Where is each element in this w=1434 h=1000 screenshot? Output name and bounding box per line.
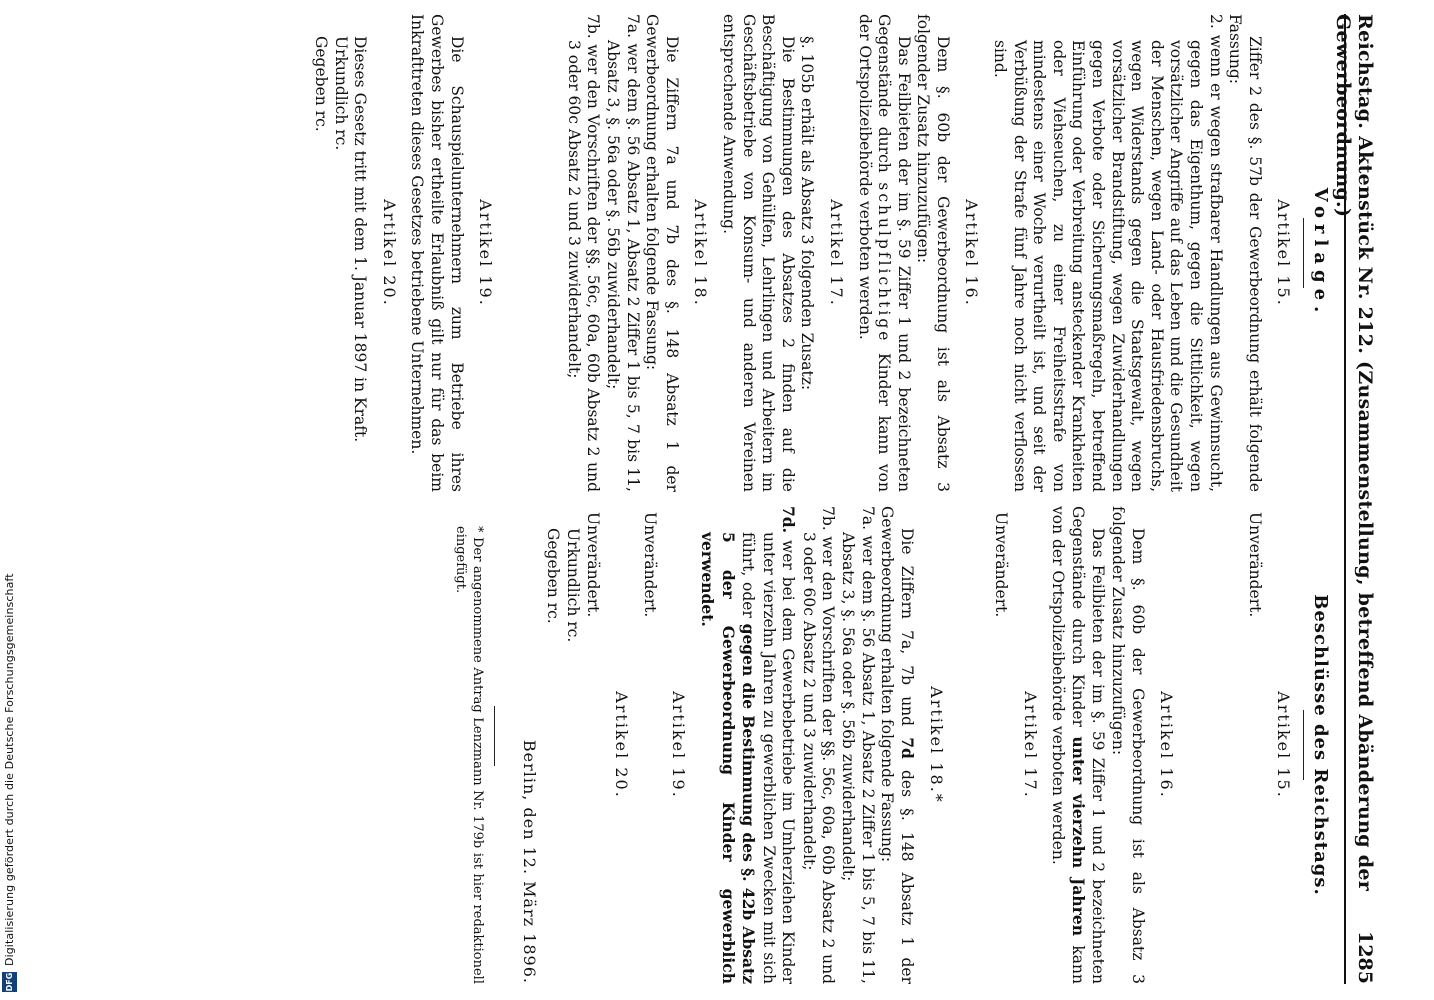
article-20-title: Artikel 20. — [379, 199, 399, 307]
article-18-7d — [696, 506, 798, 984]
article-16-p2 — [854, 14, 913, 492]
article-19-unchanged: Unverändert. — [640, 512, 659, 618]
article-15-text: 2. wenn er wegen strafbarer Handlungen aus Gewinnsucht, gegen das Eigenthum, gegen die Sittlichkeit, wegen vorsätzlicher Angriffe auf das Leben und die Gesundheit der Menschen, wegen Land- oder Hausfriedensbruchs, wegen Widerstands gegen die Staatsgewalt, wegen vorsätzlicher Brandstiftung, wegen Zuwiderhandlungen gegen Verbote oder Sicherungsmaßregeln, betreffend Einführung oder Verbreitung ansteckender Krankheiten oder Viehseuchen, zu einer Freiheitsstrafe von mindestens einer Woche verurtheilt ist, und seit der Verbüßung der Strafe fünf Jahre noch nicht verflossen sind. — [991, 14, 1225, 492]
funding-sidebar — [0, 0, 20, 1000]
article-18-7d-a: wer bei dem Gewerbebetriebe im Umherziehen Kinder unter vierzehn Jahren zu gewerblichen Zwecken mit sich führt, oder — [739, 532, 798, 984]
article-15-title: Artikel 15. — [1274, 691, 1294, 799]
dfg-logo-icon: DFG — [2, 972, 17, 992]
article-16-title: Artikel 16. — [1157, 691, 1177, 799]
divider — [1303, 218, 1304, 288]
column-vorlage — [310, 14, 1330, 492]
article-19-title: Artikel 19. — [476, 199, 496, 307]
article-15-unchanged: Unverändert. — [1245, 512, 1264, 618]
funding-credit: Digitalisierung gefördert durch die Deutsche Forschungsgemeinschaft — [3, 573, 16, 966]
column-heading-beschluesse: Beschlüsse des Reichstags. — [1310, 594, 1331, 896]
article-18-p1a: Die Ziffern 7a, 7b und — [897, 528, 916, 738]
article-20-gegeben: Gegeben rc. — [544, 528, 563, 624]
place-and-date: Berlin, den 12. März 1896. — [519, 739, 539, 984]
article-20-urkundlich: Urkundlich rc. — [331, 36, 350, 151]
footnote: * Der angenommene Antrag Lenzmann Nr. 179b ist hier redaktionell eingefügt. — [453, 526, 486, 984]
article-20-gegeben: Gegeben rc. — [312, 36, 331, 132]
article-18-p1c: des §. 148 Absatz 1 der Gewerbeordnung erhalten folgende Fassung: — [878, 506, 916, 984]
article-17-p1: §. 105b erhält als Absatz 3 folgenden Zusatz: — [798, 36, 817, 391]
divider — [1303, 710, 1304, 780]
article-15-intro: Ziffer 2 des §. 57b der Gewerbeordnung erhält folgende Fassung: — [1226, 14, 1264, 492]
article-18-p1-bold: 7d — [897, 737, 917, 759]
article-20-p1: Dieses Gesetz tritt mit dem 1. Januar 1897 in Kraft. — [351, 36, 370, 443]
article-18-p1: Die Ziffern 7a und 7b des §. 148 Absatz 1 der Gewerbeordnung erhalten folgende Fassung: — [643, 14, 681, 492]
article-16-p2a: Das Feilbieten der im §. 59 Ziffer 1 und 2 bezeichneten Gegenstände durch — [875, 14, 913, 492]
article-19-title: Artikel 19. — [669, 691, 689, 799]
page-number: 1285 — [1354, 931, 1376, 984]
article-20-unchanged: Unverändert. — [583, 512, 602, 618]
article-18-title: Artikel 18. — [691, 199, 711, 307]
article-16-p2a: Das Feilbieten der im §. 59 Ziffer 1 und 2 bezeichneten Gegenstände durch Kinder — [1068, 506, 1108, 984]
footnote-rule — [494, 706, 495, 766]
column-beschluesse — [452, 506, 1330, 984]
article-18-7d-num: 7d. — [779, 506, 799, 534]
article-18-p1 — [877, 506, 917, 984]
article-18-7a: 7a. wer dem §. 56 Absatz 1, Absatz 2 Ziffer 1 bis 5, 7 bis 11, Absatz 3, §. 56a oder §. 56b zuwiderhandelt; — [839, 506, 877, 984]
column-heading-vorlage: Vorlage. — [1310, 187, 1331, 319]
article-16-p2c: Kinder kann von der Ortspolizeibehörde verboten werden. — [855, 14, 894, 492]
article-17-unchanged: Unverändert. — [992, 512, 1011, 618]
article-16-p1: Dem §. 60b der Gewerbeordnung ist als Absatz 3 folgender Zusatz hinzuzufügen: — [1109, 506, 1147, 984]
article-20-title: Artikel 20. — [612, 691, 632, 799]
article-16-p2c: kann von der Ortspolizeibehörde verboten werden. — [1049, 506, 1087, 985]
article-16-title: Artikel 16. — [962, 199, 982, 307]
article-18-title: Artikel 18.* — [927, 686, 947, 804]
running-header — [1332, 14, 1382, 984]
article-19-p1: Die Schauspielunternehmern zum Betriebe ihres Gewerbes bisher ertheilte Erlaubniß gilt nur für das beim Inkrafttreten dieses Gesetzes betriebene Unternehmen. — [408, 14, 466, 492]
article-17-p2: Die Bestimmungen des Absatzes 2 finden auf die Beschäftigung von Gehülfen, Lehrlingen und Arbeitern im Geschäftsbetriebe von Konsum- und anderen Vereinen entsprechende Anwendung. — [719, 14, 797, 492]
article-16-spaced: schulpflichtige — [875, 182, 894, 344]
article-15-title: Artikel 15. — [1274, 199, 1294, 307]
article-16-p1: Dem §. 60b der Gewerbeordnung ist als Absatz 3 folgender Zusatz hinzuzufügen: — [914, 14, 952, 492]
article-18-7d-bold: gegen die Bestimmung des §. 42b Absatz 5 der Gewerbeordnung Kinder gewerblich verwendet. — [697, 532, 759, 984]
article-18-7b: 7b. wer den Vorschriften der §§. 56c, 60a, 60b Absatz 2 und 3 oder 60c Absatz 2 und 3 zuwiderhandelt; — [564, 14, 603, 492]
article-16-bold: unter vierzehn Jahren — [1068, 736, 1088, 936]
article-17-title: Artikel 17. — [826, 199, 846, 307]
header-title: Reichstag. Aktenstück Nr. 212. (Zusammenstellung, betreffend Abänderung der Gewerbeordnung.) — [1332, 14, 1376, 892]
article-18-7a: 7a. wer dem §. 56 Absatz 1, Absatz 2 Ziffer 1 bis 5, 7 bis 11, Absatz 3, §. 56a oder §. 56b zuwiderhandelt; — [604, 14, 642, 492]
article-17-title: Artikel 17. — [1020, 691, 1040, 799]
document-page — [102, 14, 1382, 984]
article-18-7b: 7b. wer den Vorschriften der §§. 56c, 60a, 60b Absatz 2 und 3 oder 60c Absatz 2 und 3 zuwiderhandelt; — [799, 506, 838, 984]
article-20-urkundlich: Urkundlich rc. — [563, 528, 582, 643]
article-16-p2 — [1048, 506, 1108, 984]
